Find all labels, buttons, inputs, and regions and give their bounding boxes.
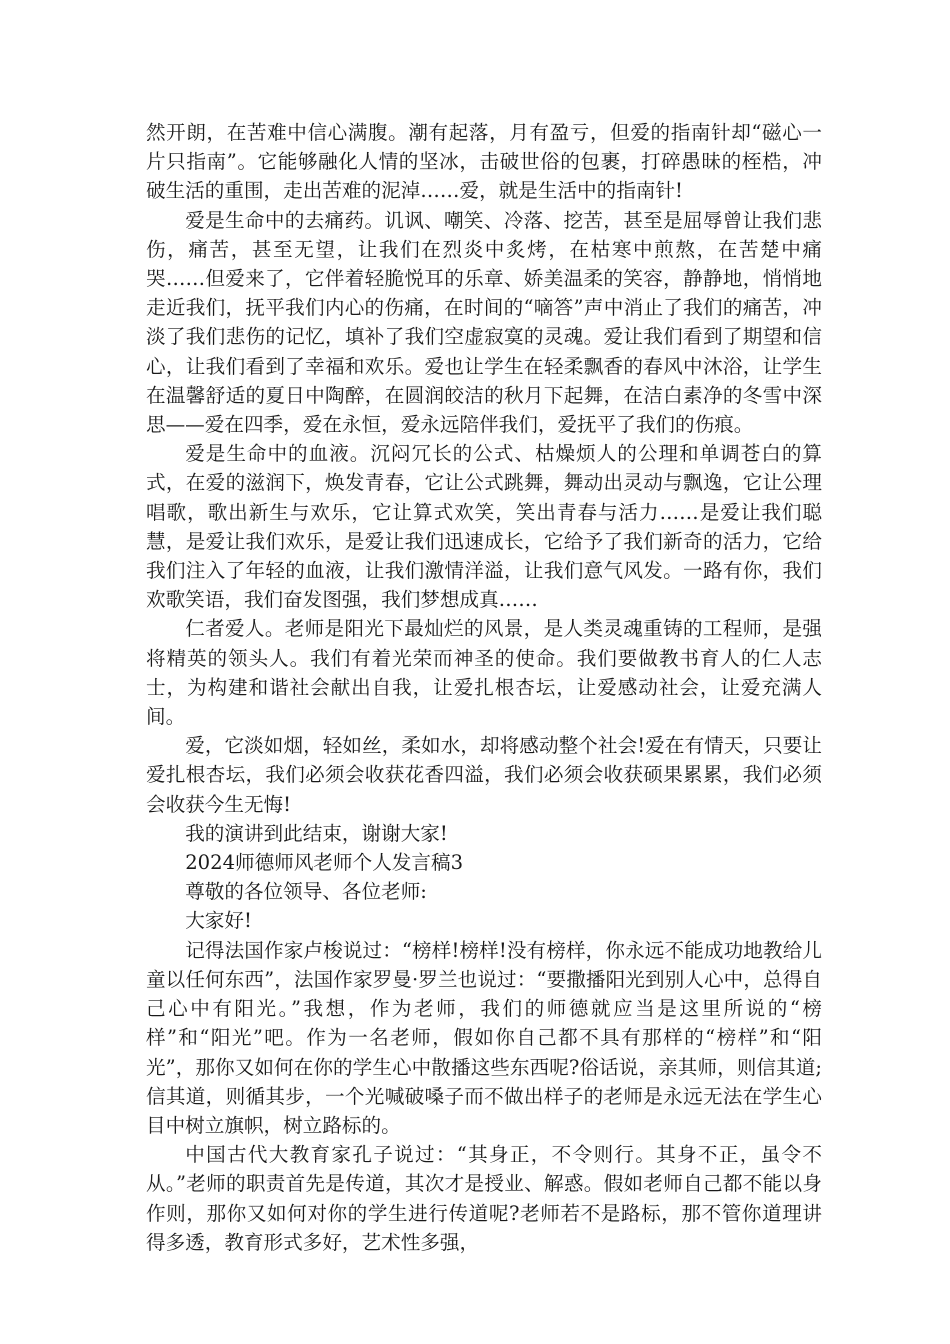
salutation: 尊敬的各位领导、各位老师:: [185, 880, 427, 904]
paragraph: 爱，它淡如烟，轻如丝，柔如水，却将感动整个社会!爱在有情天，只要让爱扎根杏坛，我们必须会收获花香四溢，我们必须会收获硕果累累，我们必须会收获今生无悔!: [146, 734, 822, 816]
closing-line: 我的演讲到此结束，谢谢大家!: [185, 821, 448, 845]
greeting: 大家好!: [185, 909, 252, 933]
paragraph: 记得法国作家卢梭说过：“榜样!榜样!没有榜样，你永远不能成功地教给儿童以任何东西”，法国作家罗曼·罗兰也说过：“要撒播阳光到别人心中，总得自己心中有阳光。”我想，作为老师，我们的师德就应当是这里所说的“榜样”和“阳光”吧。作为一名老师，假如你自己都不具有那样的“榜样”和“阳光”，那你又如何在你的学生心中散播这些东西呢?俗话说，亲其师，则信其道;信其道，则循其步，一个光喊破嗓子而不做出样子的老师是永远无法在学生心目中树立旗帜，树立路标的。: [146, 938, 822, 1137]
paragraph: 仁者爱人。老师是阳光下最灿烂的风景，是人类灵魂重铸的工程师，是强将精英的领头人。我们有着光荣而神圣的使命。我们要做教书育人的仁人志士，为构建和谐社会献出自我，让爱扎根杏坛，让爱感动社会，让爱充满人间。: [146, 617, 822, 729]
paragraph: 爱是生命中的去痛药。讥讽、嘲笑、冷落、挖苦，甚至是屈辱曾让我们悲伤，痛苦，甚至无望，让我们在烈炎中炙烤，在枯寒中煎熬，在苦楚中痛哭……但爱来了，它伴着轻脆悦耳的乐章、娇美温柔的笑容，静静地，悄悄地走近我们，抚平我们内心的伤痛，在时间的“嘀答”声中消止了我们的痛苦，冲淡了我们悲伤的记忆，填补了我们空虚寂寞的灵魂。爱让我们看到了期望和信心，让我们看到了幸福和欢乐。爱也让学生在轻柔飘香的春风中沐浴，让学生在温馨舒适的夏日中陶醉，在圆润皎洁的秋月下起舞，在洁白素净的冬雪中深思——爱在四季，爱在永恒，爱永远陪伴我们，爱抚平了我们的伤痕。: [146, 208, 822, 437]
paragraph: 爱是生命中的血液。沉闷冗长的公式、枯燥烦人的公理和单调苍白的算式，在爱的滋润下，焕发青春，它让公式跳舞，舞动出灵动与飘逸，它让公理唱歌，歌出新生与欢乐，它让算式欢笑，笑出青春与活力……是爱让我们聪慧，是爱让我们欢乐，是爱让我们迅速成长，它给予了我们新奇的活力，它给我们注入了年轻的血液，让我们激情洋溢，让我们意气风发。一路有你，我们欢歌笑语，我们奋发图强，我们梦想成真……: [146, 442, 822, 612]
paragraph: 然开朗，在苦难中信心满腹。潮有起落，月有盈亏，但爱的指南针却“磁心一片只指南”。它能够融化人情的坚冰，击破世俗的包裹，打碎愚昧的桎梏，冲破生活的重围，走出苦难的泥淖……爱，就是生活中的指南针!: [146, 121, 822, 203]
document-body: [146, 118, 822, 1257]
paragraph: 中国古代大教育家孔子说过：“其身正，不令则行。其身不正，虽令不从。”老师的职责首先是传道，其次才是授业、解惑。假如老师自己都不能以身作则，那你又如何对你的学生进行传道呢?老师若不是路标，那不管你道理讲得多透，教育形式多好，艺术性多强，: [146, 1143, 822, 1254]
section-title: 2024师德师风老师个人发言稿3: [185, 851, 464, 875]
